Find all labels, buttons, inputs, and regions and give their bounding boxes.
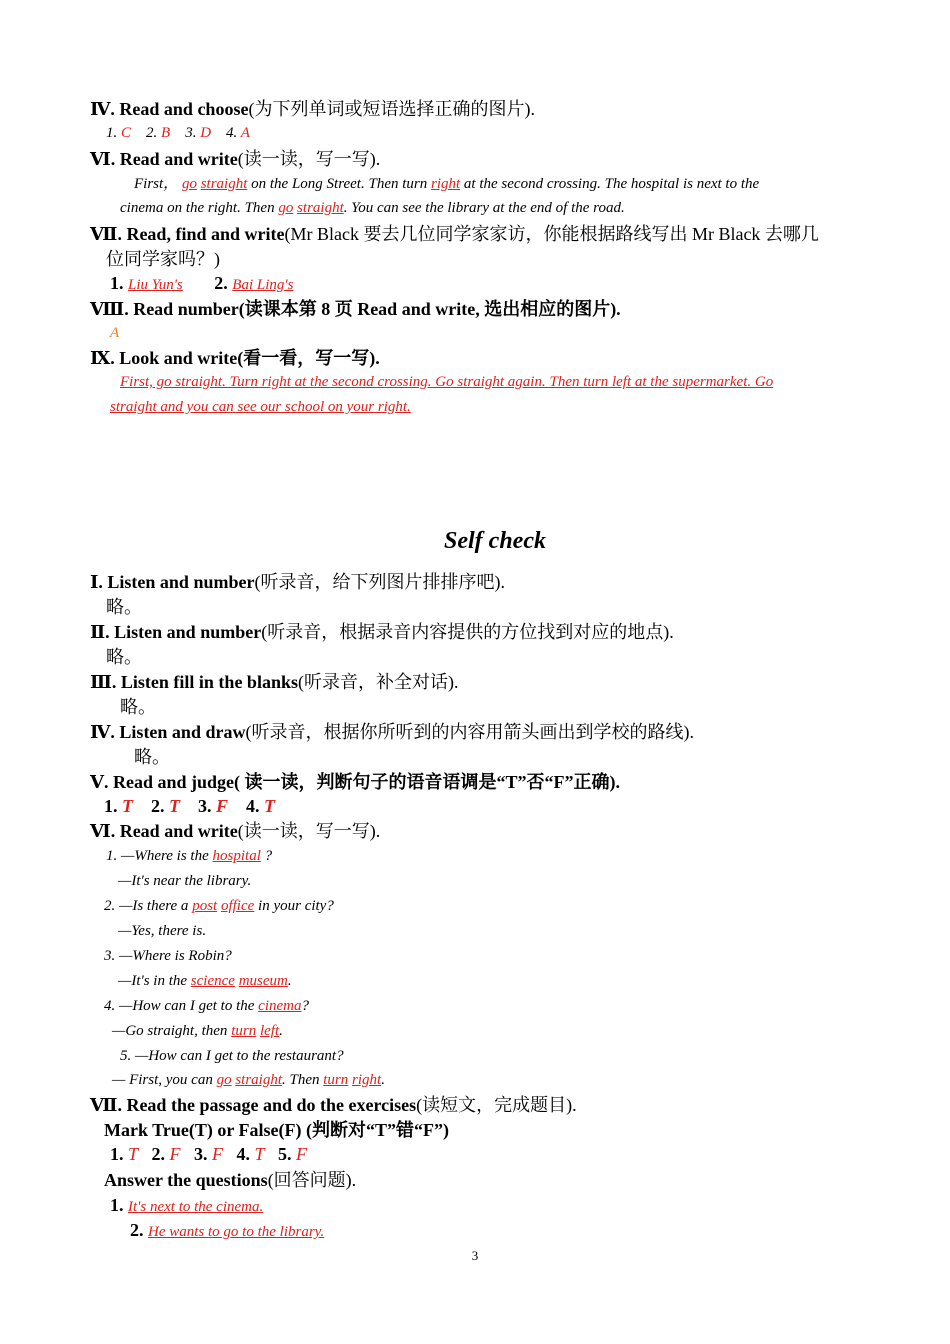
section-title: Ⅶ. Read the passage and do the exercises bbox=[90, 1095, 417, 1115]
sc-iii-body: 略。 bbox=[120, 697, 156, 717]
answer-number: 1. bbox=[110, 1144, 124, 1164]
sc-iv-heading bbox=[90, 721, 694, 743]
text: . bbox=[287, 973, 292, 989]
sc-vii-tf-answers bbox=[110, 1143, 307, 1165]
section-note: (读一读，写一写). bbox=[237, 821, 381, 841]
sc-v-answers bbox=[104, 795, 275, 817]
answer-number: 2. bbox=[151, 796, 165, 816]
answer: T bbox=[254, 1144, 265, 1164]
blank-answer: go bbox=[216, 1072, 232, 1088]
sc-ii-body: 略。 bbox=[106, 647, 142, 667]
answer-number: 1. bbox=[104, 796, 118, 816]
blank-answer: straight bbox=[235, 1072, 283, 1088]
blank-answer: museum bbox=[238, 973, 288, 989]
sc-ii-heading bbox=[90, 621, 674, 643]
blank-answer: turn bbox=[323, 1072, 349, 1088]
answer-number: 4. bbox=[236, 1144, 251, 1164]
sc-vii-heading bbox=[90, 1094, 577, 1116]
blank-answer: go bbox=[278, 200, 294, 216]
text: . Then bbox=[282, 1072, 324, 1088]
page-number: 3 bbox=[471, 1248, 479, 1263]
dialog-q1 bbox=[106, 845, 272, 867]
text: — First, you can bbox=[112, 1072, 217, 1088]
dialog-q2 bbox=[104, 895, 334, 917]
section-note: (读短文，完成题目). bbox=[416, 1095, 577, 1115]
sc-vii-answer-heading bbox=[104, 1169, 356, 1191]
blank-answer: right bbox=[430, 176, 461, 192]
sc-vi-heading bbox=[90, 820, 380, 842]
sc-i-heading bbox=[90, 571, 505, 593]
answer-number: 1. bbox=[110, 1195, 124, 1215]
sc-vii-answer-1 bbox=[110, 1194, 263, 1218]
text: . You can see the library at the end of the road. bbox=[343, 200, 625, 216]
section-title: Ⅵ. Read and write bbox=[90, 149, 238, 169]
sc-iv-body: 略。 bbox=[134, 747, 170, 767]
blank-answer: go bbox=[181, 176, 197, 192]
section-vi-line1 bbox=[134, 173, 759, 195]
dialog-r4 bbox=[112, 1020, 283, 1042]
blank-answer: cinema bbox=[258, 998, 302, 1014]
blank-answer: hospital bbox=[212, 848, 261, 864]
text: ? bbox=[301, 998, 309, 1014]
section-title: Ⅶ. Read, find and write bbox=[90, 224, 285, 244]
blank-answer: straight bbox=[297, 200, 344, 216]
answer: T bbox=[264, 796, 276, 816]
answer-number: 4. bbox=[226, 125, 238, 141]
answer: F bbox=[212, 1144, 224, 1164]
text: on the Long Street. Then turn bbox=[247, 176, 431, 192]
section-note: (听录音，根据录音内容提供的方位找到对应的地点). bbox=[261, 622, 674, 642]
dialog-r3 bbox=[118, 970, 292, 992]
answer: T bbox=[122, 796, 133, 816]
answer-number: 2. bbox=[146, 125, 158, 141]
answer: T bbox=[169, 796, 180, 816]
dialog-q5: 5. —How can I get to the restaurant? bbox=[120, 1048, 344, 1064]
section-ix-answer-line1: First, go straight. Turn right at the second crossing. Go straight again. Then turn left at the supermarket. Go bbox=[120, 374, 774, 390]
section-viii-heading: Ⅷ. Read number(读课本第 8 页 Read and write, 选出相应的图片). bbox=[90, 299, 621, 319]
section-note: (为下列单词或短语选择正确的图片). bbox=[248, 99, 535, 119]
text: —Go straight, then bbox=[112, 1023, 232, 1039]
dialog-r1: —It's near the library. bbox=[118, 873, 252, 889]
section-title: Answer the questions bbox=[104, 1170, 268, 1190]
answer: F bbox=[216, 796, 229, 816]
sc-vii-mark-heading: Mark True(T) or False(F) (判断对“T”错“F”) bbox=[104, 1120, 449, 1140]
answer: It's next to the cinema. bbox=[128, 1199, 264, 1215]
section-note: (听录音，补全对话). bbox=[297, 672, 459, 692]
answer: He wants to go to the library. bbox=[148, 1224, 325, 1240]
text: . bbox=[381, 1072, 385, 1088]
dialog-q3: 3. —Where is Robin? bbox=[104, 948, 232, 964]
answer: D bbox=[200, 125, 212, 141]
dialog-r2: —Yes, there is. bbox=[118, 923, 207, 939]
page-title: Self check bbox=[444, 528, 546, 554]
section-iv-heading bbox=[90, 98, 535, 120]
answer-number: 2. bbox=[151, 1144, 166, 1164]
answer-number: 2. bbox=[214, 273, 228, 293]
text: . bbox=[279, 1023, 283, 1039]
text: First， bbox=[134, 176, 179, 192]
answer-number: 3. bbox=[194, 1144, 208, 1164]
section-note: (听录音，根据你所听到的内容用箭头画出到学校的路线). bbox=[245, 722, 694, 742]
answer: Liu Yun's bbox=[128, 277, 183, 293]
blank-answer: post bbox=[192, 898, 218, 914]
answer-number: 3. bbox=[185, 125, 197, 141]
section-title: Ⅳ. Listen and draw bbox=[90, 722, 246, 742]
blank-answer: turn bbox=[231, 1023, 257, 1039]
section-note: (回答问题). bbox=[267, 1170, 357, 1190]
section-title: Ⅱ. Listen and number bbox=[90, 622, 262, 642]
answer-number: 4. bbox=[246, 796, 260, 816]
blank-answer: left bbox=[259, 1023, 280, 1039]
answer: A bbox=[240, 125, 250, 141]
section-title: Ⅵ. Read and write bbox=[90, 821, 238, 841]
answer-number: 1. bbox=[106, 125, 118, 141]
answer-number: 2. bbox=[130, 1220, 144, 1240]
blank-answer: science bbox=[190, 973, 235, 989]
answer-number: 1. bbox=[110, 273, 124, 293]
dialog-r5 bbox=[112, 1069, 385, 1091]
text: 2. —Is there a bbox=[104, 898, 193, 914]
section-vi-heading bbox=[90, 148, 380, 170]
section-ix-answer-line2: straight and you can see our school on your right. bbox=[110, 399, 411, 415]
section-vii-heading bbox=[90, 223, 819, 245]
section-vi-line2 bbox=[120, 197, 625, 219]
answer: B bbox=[161, 125, 171, 141]
sc-v-heading: Ⅴ. Read and judge( 读一读，判断句子的语音语调是“T”否“F”正确). bbox=[90, 772, 620, 792]
blank-answer: office bbox=[220, 898, 255, 914]
answer-number: 5. bbox=[278, 1144, 292, 1164]
section-iv-answers bbox=[106, 122, 250, 144]
text: 1. —Where is the bbox=[106, 848, 213, 864]
section-note: (Mr Black 要去几位同学家家访，你能根据路线写出 Mr Black 去哪几 bbox=[284, 224, 819, 244]
dialog-q4 bbox=[104, 995, 309, 1017]
answer: T bbox=[128, 1144, 139, 1164]
section-note: (读一读，写一写). bbox=[237, 149, 381, 169]
section-title: Ⅲ. Listen fill in the blanks bbox=[90, 672, 298, 692]
sc-iii-heading bbox=[90, 671, 458, 693]
answer: Bai Ling's bbox=[232, 277, 294, 293]
blank-answer: straight bbox=[200, 176, 248, 192]
section-ix-heading: Ⅸ. Look and write(看一看，写一写). bbox=[90, 348, 380, 368]
sc-i-body: 略。 bbox=[106, 597, 142, 617]
answer-number: 3. bbox=[198, 796, 212, 816]
text: ? bbox=[260, 848, 273, 864]
text: cinema on the right. Then bbox=[120, 200, 279, 216]
section-note: (听录音，给下列图片排排序吧). bbox=[254, 572, 505, 592]
text: —It's in the bbox=[118, 973, 191, 989]
answer: F bbox=[169, 1144, 181, 1164]
text: at the second crossing. The hospital is next to the bbox=[460, 176, 760, 192]
section-vii-answers bbox=[110, 272, 293, 296]
text: in your city? bbox=[254, 898, 334, 914]
section-viii-answer: A bbox=[110, 325, 120, 341]
answer: C bbox=[121, 125, 132, 141]
sc-vii-answer-2 bbox=[130, 1219, 324, 1243]
section-title: Ⅳ. Read and choose bbox=[90, 99, 249, 119]
answer: F bbox=[296, 1144, 308, 1164]
blank-answer: right bbox=[352, 1072, 382, 1088]
section-title: Ⅰ. Listen and number bbox=[90, 572, 255, 592]
section-note-continued: 位同学家吗？) bbox=[106, 249, 220, 269]
text: 4. —How can I get to the bbox=[104, 998, 259, 1014]
